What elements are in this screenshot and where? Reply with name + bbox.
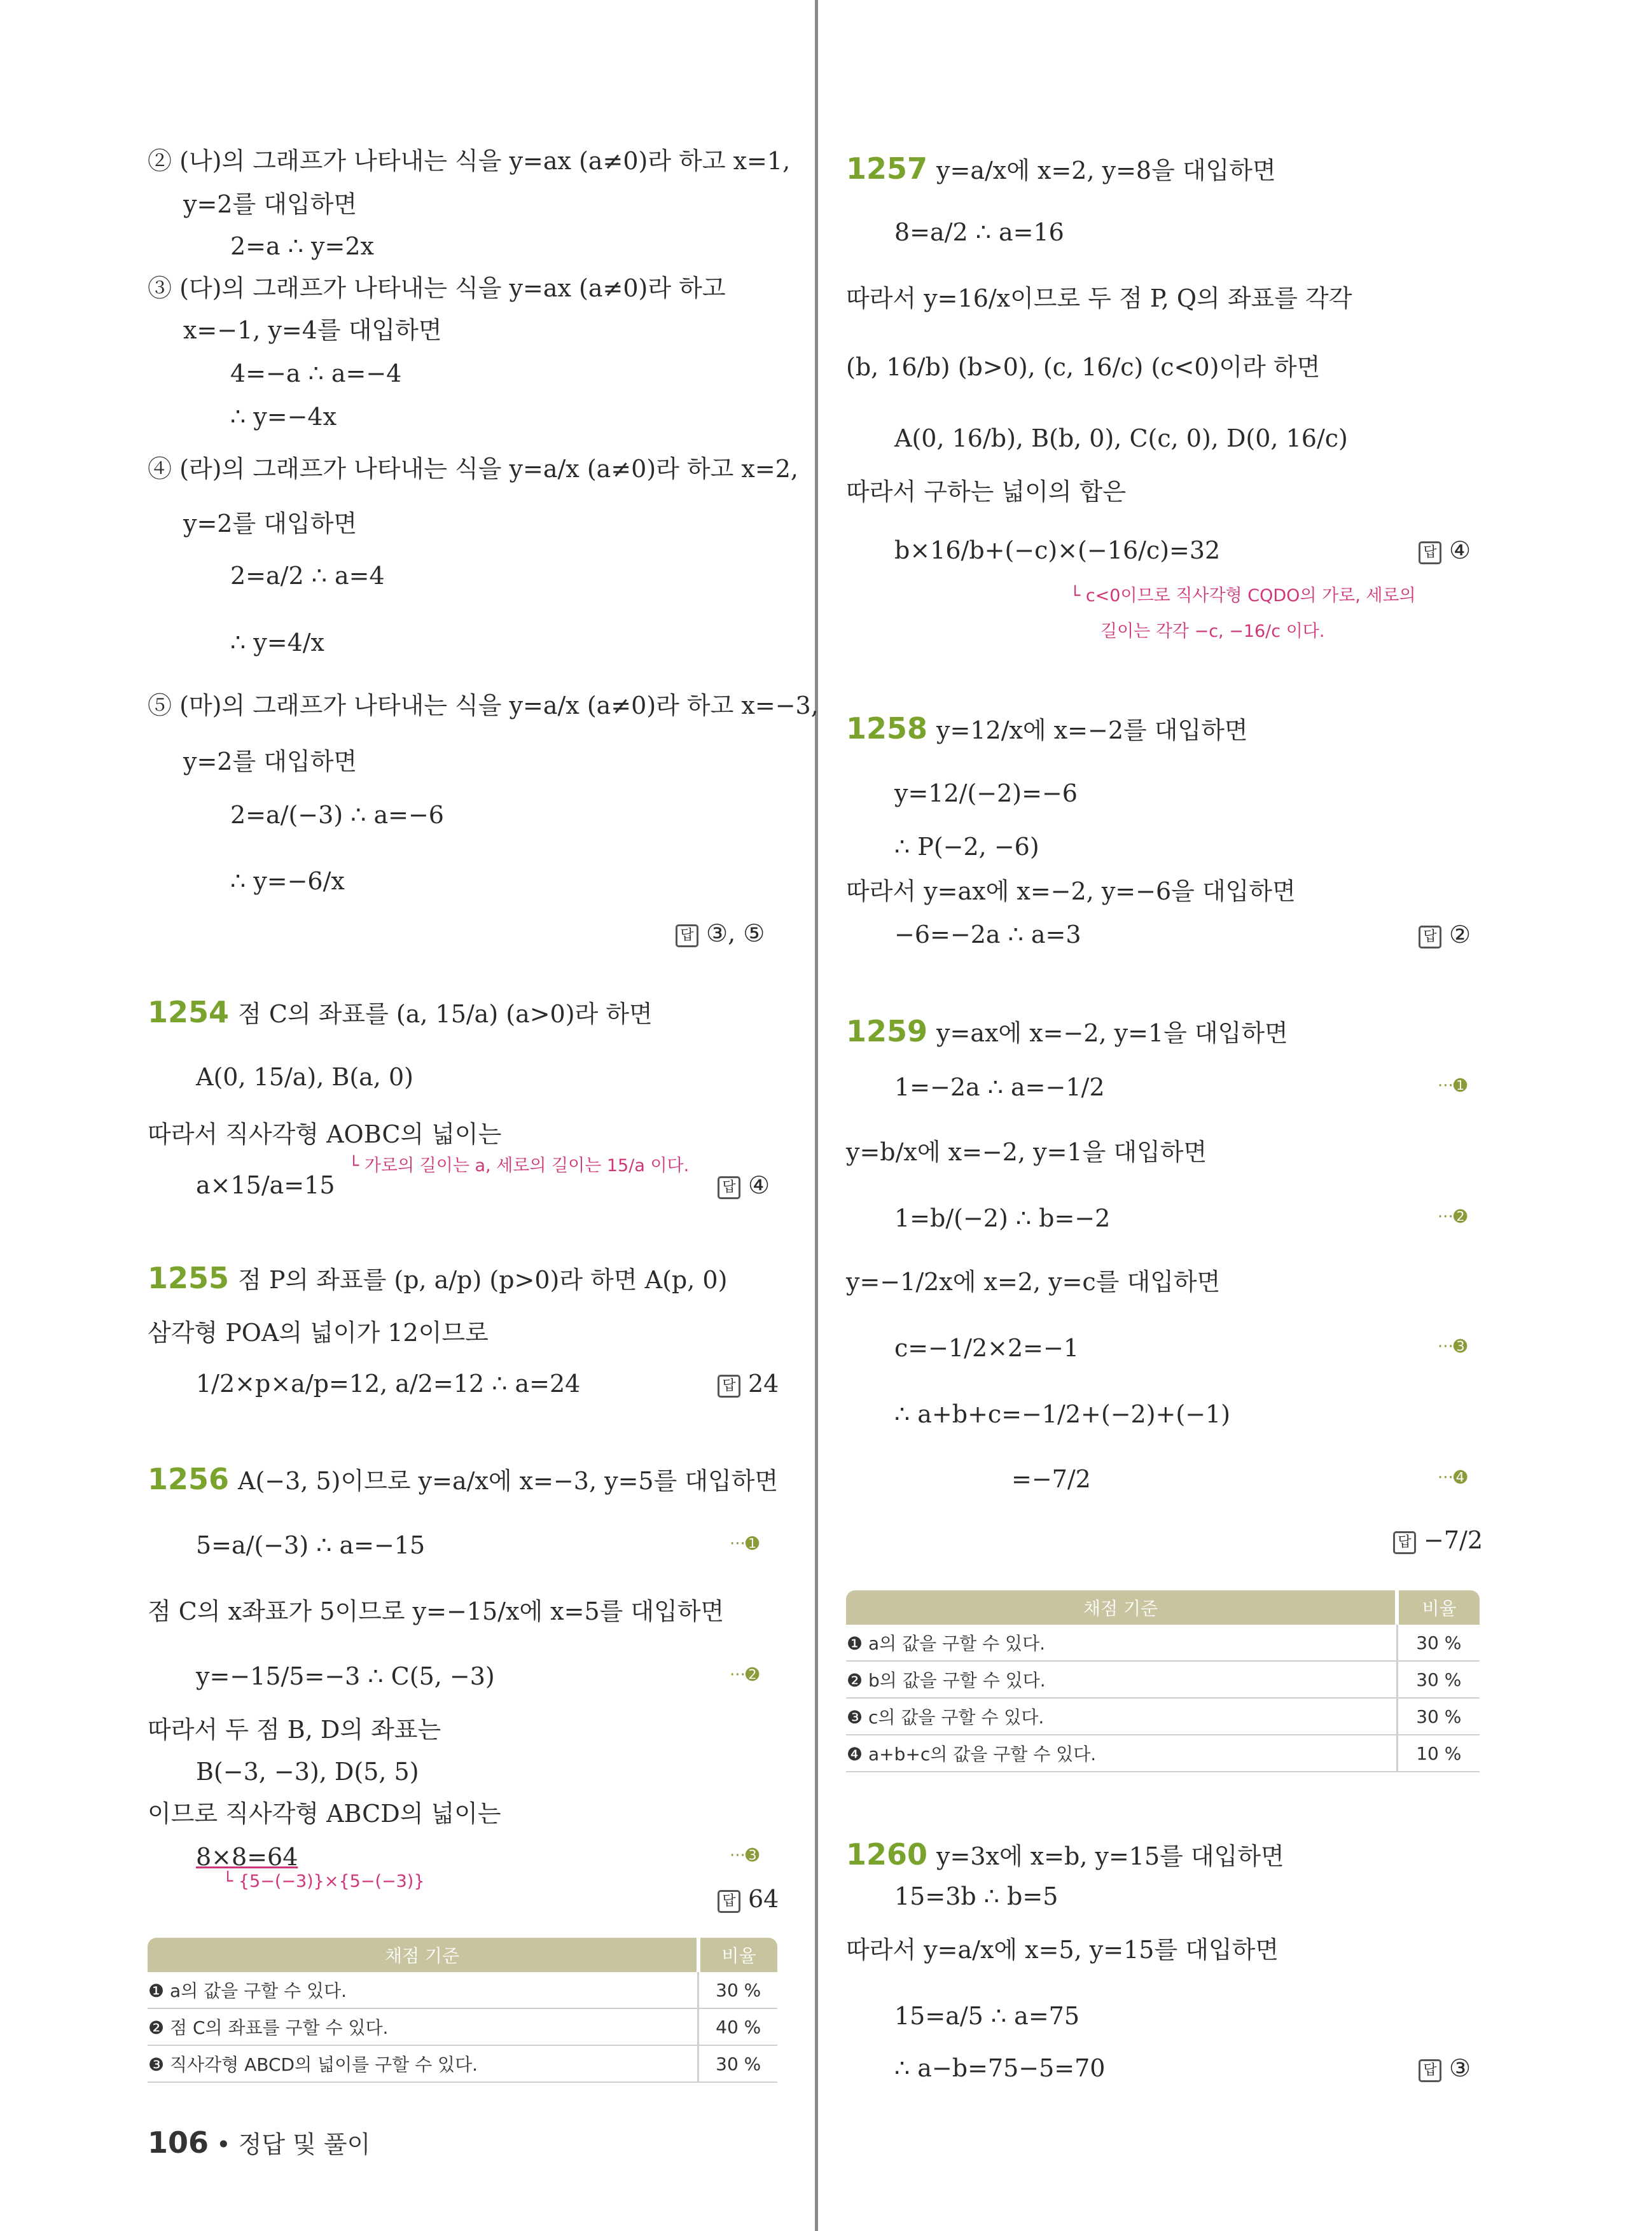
answer-1257: 답 ④ [1419, 534, 1471, 566]
text-line: 2=a/(−3) ∴ a=−6 [230, 801, 444, 829]
problem-number: 1257 [846, 151, 928, 186]
text-line: y=−1/2x에 x=2, y=c를 대입하면 [846, 1268, 1221, 1296]
text-line: ∴ y=−4x [230, 403, 337, 431]
text-line: 따라서 직사각형 AOBC의 넓이는 [148, 1120, 502, 1148]
answer-1260: 답 ③ [1419, 2052, 1471, 2084]
problem-number: 1258 [846, 711, 928, 746]
text-line: 점 C의 x좌표가 5이므로 y=−15/x에 x=5를 대입하면 [148, 1597, 725, 1625]
text-line: y=2를 대입하면 [183, 190, 357, 218]
answer-mark-icon: 답 [1419, 541, 1441, 564]
table-row: ❷ b의 값을 구할 수 있다. 30 % [846, 1661, 1480, 1698]
text-line: 따라서 y=a/x에 x=5, y=15를 대입하면 [846, 1936, 1279, 1964]
answer-1255: 답 24 [718, 1368, 779, 1400]
text-line: 8×8=64 [196, 1843, 298, 1871]
answer-mark-icon: 답 [718, 1890, 740, 1913]
answer-mark-icon: 답 [1419, 2059, 1441, 2082]
answer-1259: 답 −7/2 [1393, 1524, 1483, 1556]
text-line: ∴ a+b+c=−1/2+(−2)+(−1) [894, 1400, 1231, 1428]
text-line: y=b/x에 x=−2, y=1을 대입하면 [846, 1138, 1207, 1166]
text-line: 따라서 y=16/x이므로 두 점 P, Q의 좌표를 각각 [846, 284, 1352, 312]
step-marker: ···➊ [1438, 1076, 1468, 1095]
text-line: −6=−2a ∴ a=3 [894, 921, 1081, 949]
problem-number: 1259 [846, 1014, 928, 1048]
step-marker: ···➋ [730, 1665, 760, 1685]
answer-mark-icon: 답 [676, 924, 698, 947]
page-footer [148, 2125, 370, 2160]
text-line: 이므로 직사각형 ABCD의 넓이는 [148, 1800, 501, 1828]
problem-number: 1254 [148, 995, 230, 1029]
problem-number: 1255 [148, 1261, 230, 1295]
annotation-note: └ {5−(−3)}×{5−(−3)} [223, 1872, 425, 1891]
text-line: 8=a/2 ∴ a=16 [894, 218, 1064, 246]
answer-1253: 답 ③, ⑤ [676, 917, 765, 949]
problem-1258: 1258 y=12/x에 x=−2를 대입하면 [846, 711, 1248, 746]
text-line: ③ (다)의 그래프가 나타내는 식을 y=ax (a≠0)라 하고 [148, 274, 726, 302]
table-header: 비율 [698, 1938, 777, 1972]
text-line: A(0, 15/a), B(a, 0) [196, 1063, 413, 1091]
text-line: 따라서 y=ax에 x=−2, y=−6을 대입하면 [846, 877, 1296, 905]
table-row: ❹ a+b+c의 값을 구할 수 있다. 10 % [846, 1735, 1480, 1772]
text-line: ∴ y=4/x [230, 629, 324, 657]
text-line: ∴ P(−2, −6) [894, 833, 1039, 861]
text-line: 따라서 두 점 B, D의 좌표는 [148, 1716, 441, 1744]
table-header: 비율 [1397, 1590, 1480, 1625]
text-line: 삼각형 POA의 넓이가 12이므로 [148, 1319, 489, 1347]
page-number: 106 [148, 2125, 209, 2160]
annotation-note: └ c<0이므로 직사각형 CQDO의 가로, 세로의 [1070, 586, 1416, 606]
answer-mark-icon: 답 [1419, 926, 1441, 949]
text-line: 2=a/2 ∴ a=4 [230, 562, 385, 590]
annotation-note: └ 가로의 길이는 a, 세로의 길이는 15/a 이다. [349, 1156, 690, 1176]
problem-1257: 1257 y=a/x에 x=2, y=8을 대입하면 [846, 151, 1276, 186]
text-line: 15=3b ∴ b=5 [894, 1882, 1059, 1910]
text-line: 1=b/(−2) ∴ b=−2 [894, 1204, 1111, 1232]
grading-table-1259 [846, 1590, 1480, 1772]
step-marker: ···➊ [730, 1534, 760, 1553]
text-line: 따라서 구하는 넓이의 합은 [846, 478, 1127, 506]
footer-label: • 정답 및 풀이 [216, 2130, 371, 2158]
text-line: 4=−a ∴ a=−4 [230, 359, 402, 387]
text-line: c=−1/2×2=−1 [894, 1334, 1079, 1362]
answer-mark-icon: 답 [718, 1375, 740, 1398]
text-line: 1=−2a ∴ a=−1/2 [894, 1073, 1105, 1101]
problem-1254: 1254 점 C의 좌표를 (a, 15/a) (a>0)라 하면 [148, 995, 653, 1029]
text-line: ② (나)의 그래프가 나타내는 식을 y=ax (a≠0)라 하고 x=1, [148, 147, 791, 175]
text-line: a×15/a=15 [196, 1171, 335, 1199]
text-line: 1/2×p×a/p=12, a/2=12 ∴ a=24 [196, 1370, 581, 1398]
step-marker: ···➍ [1438, 1468, 1468, 1487]
text-line: 5=a/(−3) ∴ a=−15 [196, 1531, 426, 1559]
problem-1260: 1260 y=3x에 x=b, y=15를 대입하면 [846, 1837, 1284, 1872]
annotation-note: 길이는 각각 −c, −16/c 이다. [1100, 622, 1325, 641]
text-line: ∴ a−b=75−5=70 [894, 2054, 1106, 2082]
step-marker: ···➋ [1438, 1207, 1468, 1227]
text-line: y=12/(−2)=−6 [894, 779, 1078, 807]
grading-table-1256 [148, 1938, 777, 2083]
text-line: A(0, 16/b), B(b, 0), C(c, 0), D(0, 16/c) [894, 424, 1348, 452]
problem-1256: 1256 A(−3, 5)이므로 y=a/x에 x=−3, y=5를 대입하면 [148, 1462, 779, 1496]
text-line: ∴ y=−6/x [230, 867, 345, 895]
column-divider [815, 0, 818, 2231]
step-marker: ···➌ [1438, 1337, 1468, 1356]
text-line: y=−15/5=−3 ∴ C(5, −3) [196, 1662, 495, 1690]
table-header: 채점 기준 [148, 1938, 698, 1972]
answer-1254: 답 ④ [718, 1169, 770, 1201]
table-row: ❶ a의 값을 구할 수 있다. 30 % [846, 1625, 1480, 1661]
answer-mark-icon: 답 [718, 1176, 740, 1199]
text-line: ④ (라)의 그래프가 나타내는 식을 y=a/x (a≠0)라 하고 x=2, [148, 455, 798, 483]
table-row: ❸ c의 값을 구할 수 있다. 30 % [846, 1698, 1480, 1735]
problem-number: 1260 [846, 1837, 928, 1872]
table-row: ❷ 점 C의 좌표를 구할 수 있다. 40 % [148, 2008, 777, 2045]
text-line: =−7/2 [1011, 1465, 1091, 1493]
text-line: (b, 16/b) (b>0), (c, 16/c) (c<0)이라 하면 [846, 353, 1321, 381]
table-header: 채점 기준 [846, 1590, 1397, 1625]
text-line: y=2를 대입하면 [183, 510, 357, 538]
text-line: ⑤ (마)의 그래프가 나타내는 식을 y=a/x (a≠0)라 하고 x=−3, [148, 692, 819, 719]
table-row: ❶ a의 값을 구할 수 있다. 30 % [148, 1972, 777, 2008]
answer-1258: 답 ② [1419, 919, 1471, 950]
text-line: B(−3, −3), D(5, 5) [196, 1758, 419, 1786]
text-line: y=2를 대입하면 [183, 747, 357, 775]
answer-mark-icon: 답 [1393, 1531, 1416, 1554]
problem-number: 1256 [148, 1462, 230, 1496]
text-line: x=−1, y=4를 대입하면 [183, 316, 442, 344]
answer-1256: 답 64 [718, 1883, 779, 1915]
text-line: b×16/b+(−c)×(−16/c)=32 [894, 536, 1221, 564]
problem-1259: 1259 y=ax에 x=−2, y=1을 대입하면 [846, 1014, 1288, 1048]
text-line: 2=a ∴ y=2x [230, 232, 374, 260]
text-line: 15=a/5 ∴ a=75 [894, 2002, 1080, 2030]
problem-1255: 1255 점 P의 좌표를 (p, a/p) (p>0)라 하면 A(p, 0) [148, 1261, 728, 1295]
step-marker: ···➌ [730, 1846, 760, 1865]
table-row: ❸ 직사각형 ABCD의 넓이를 구할 수 있다. 30 % [148, 2045, 777, 2082]
